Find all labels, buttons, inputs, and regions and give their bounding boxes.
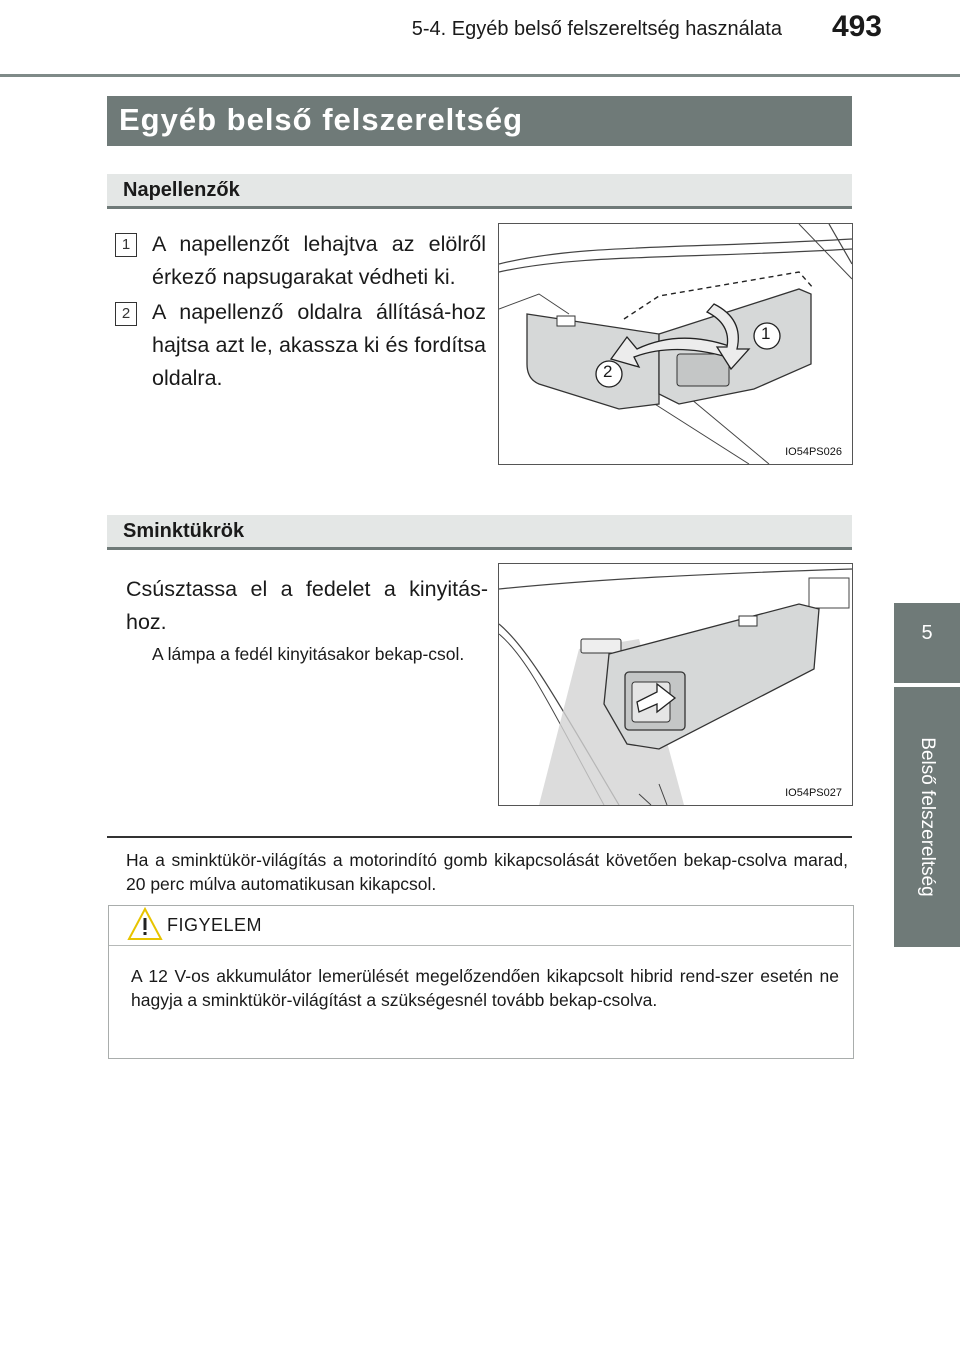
page-title-text: Egyéb belső felszereltség <box>119 102 524 137</box>
callout-number: 2 <box>603 362 613 381</box>
warning-divider <box>109 945 851 946</box>
header-section-title: 5-4. Egyéb belső felszereltség használata <box>411 18 782 40</box>
note-divider <box>107 836 852 838</box>
step-text: A napellenzőt lehajtva az elölről érkező napsugarakat védheti ki. <box>152 232 486 289</box>
page-title <box>107 96 852 146</box>
chapter-tab-number: 5 <box>894 603 960 683</box>
instruction-subtext: A lámpa a fedél kinyitásakor bekap-csol. <box>152 644 465 664</box>
chapter-tab-label <box>894 687 960 947</box>
chapter-tab-label-text: Belső felszereltség <box>917 737 938 897</box>
callout-number: 1 <box>761 324 771 343</box>
note-text: Ha a sminktükör-világítás a motorindító gomb kikapcsolását követően bekap-csolva marad, 20 perc múlva automatikusan kikapcsol. <box>126 850 848 894</box>
section-heading-vanity-mirrors <box>107 515 852 550</box>
instruction-text: Csúsztassa el a fedelet a kinyitás-hoz. <box>126 577 488 634</box>
sun-visor-illustration <box>498 223 853 465</box>
warning-title: FIGYELEM <box>167 915 263 935</box>
section-heading-sun-visors <box>107 174 852 209</box>
vanity-mirror-illustration <box>498 563 853 806</box>
page-number: 493 <box>831 10 882 43</box>
sun-visor-drawing <box>499 224 852 464</box>
step-text: A napellenző oldalra állításá-hoz hajtsa azt le, akassza ki és fordítsa oldalra. <box>152 300 486 390</box>
figure-id-label: IO54PS026 <box>785 446 842 458</box>
header-rule <box>0 74 960 77</box>
figure-id-label: IO54PS027 <box>785 787 842 799</box>
step-number-badge: 1 <box>115 233 137 257</box>
step-number-badge: 2 <box>115 302 137 326</box>
section-heading-text: Napellenzők <box>123 179 240 201</box>
vanity-mirror-drawing <box>499 564 852 805</box>
warning-text: A 12 V-os akkumulátor lemerülését megelőzendően kikapcsolt hibrid rend-szer esetén ne hagyja a sminktükör-világítást a szükségesnél tovább bekap-csolva. <box>131 966 839 1010</box>
warning-triangle-icon <box>127 906 163 947</box>
section-heading-text: Sminktükrök <box>123 520 245 542</box>
